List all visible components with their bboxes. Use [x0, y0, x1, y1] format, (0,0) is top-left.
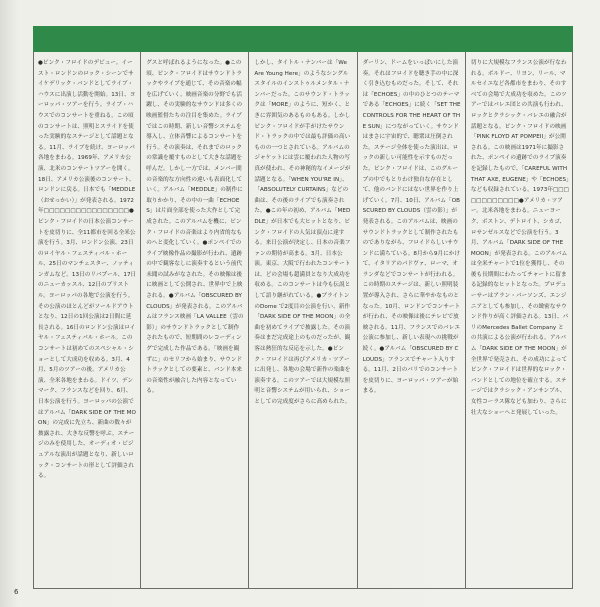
text-column-5 [465, 52, 573, 588]
green-header-bar [33, 26, 573, 52]
column-3-text: しかし、タイトル・ナンバーは「We Are Young Here」のようなシングルスタイルのインストゥルメンタル・ナンバーだった。このサウンド・トラックは「MORE」のように、短かく、ときに雰囲気のあるものもある。しかしピンク・フロイドが手がけたサウンド・トラックの中では最も評価の高いものの一つとされている。アルバムのジャケットには雲に覆われた人物の写真が使われ、その神秘的なイメージが話題となる。「WHEN YOU'RE IN」、「ABSOLUTELY CURTAINS」などの曲は、その後のライブでも演奏された。●この年の初め、アルバム「MEDDLE」が日本でも大ヒットとなり、ピンク・フロイドの人気は頂点に達する。来日公演が決定し、日本の音楽ファンの期待が高まる。3月、日本公演。東京、大阪で行われたコンサートは、どの会場も超満員となり大成功を収める。このコンサートは今も伝説として語り継がれている。●ブライトンのDome で2度目の公演を行い、新作「DARK SIDE OF THE MOON」の全曲を初めてライブで披露した。その演奏はまだ完成途上のものだったが、観客は熱狂的な反応を示した。●ピンク・フロイドは再びアメリカ・ツアーに出発し、各地の会場で新作の楽曲を演奏する。このツアーでは大規模な照明と音響システムが用いられ、ショーとしての完成度がさらに高められた。 [254, 60, 351, 405]
column-2-text: グスと呼ばれるようになった。●この頃、ピンク・フロイドはサウンドトラックやライブを通じて、その音楽の幅を広げていく。映画音楽の分野でも活躍し、その実験的なサウンドは多くの映画監督たちの注目を集めた。ライブではこの時期、新しい音響システムを導入し、立体音響によるコンサートを行う。その演奏は、それまでのロックの常識を覆すものとして大きな話題を呼んだ。しかし一方では、メンバー間の音楽的な方向性の違いも表面化していく。アルバム「MEDDLE」の制作に取りかかり、その中の一曲「ECHOES」は片面全部を使った大作として完成された。このアルバムを機に、ピンク・フロイドの音楽はより内省的なものへと変化していく。●ポンペイでのライブ映像作品の撮影が行われ、遺跡の中で観客なしに演奏するという前代未聞の試みがなされた。その映像は後に映画として公開され、世界中で上映される。●アルバム「OBSCURED BY CLOUDS」が発表される。このアルバムはフランス映画「LA VALLEE（雲の影）」のサウンドトラックとして制作されたもので、短期間のレコーディングで完成した作品である。「映画を観ずに」のセリフから始まり、サウンドトラックとしての要素と、バンド本来の音楽性が融合した内容となっている。 [146, 60, 244, 395]
text-column-2 [140, 52, 248, 588]
page-number: 6 [14, 588, 19, 596]
column-5-text: 切りに大規模なフランス公演が行なわれる。ボルドー、リヨン、リール、マルセイユなど各都市をまわり、そのすべての会場で大成功を収めた。このツアーではバレエ団との共演も行われ、ロックとクラシック・バレエの融合が話題となる。ピンク・フロイドの映画「PINK FLOYD AT POMPEII」が公開される。この映画は1971年に撮影された、ポンペイの遺跡でのライブ演奏を記録したもので、「CAREFUL WITH THAT AXE, EUGENE」や「ECHOES」なども収録されている。1973年□□□□□□□□□□□□●アメリカ・ツアー。北米各地をまわる。ニューヨーク、ボストン、デトロイト、シカゴ、ロサンゼルスなどで公演を行う。3月、アルバム「DARK SIDE OF THE MOON」が発表される。このアルバムは全米チャートで1位を獲得し、その後も長期間にわたってチャートに留まる記録的なヒットとなった。プロデューサーはアラン・パーソンズ、エンジニアとしても参加し、その緻密なサウンド作りが高く評価される。13日、パリのMercedes Ballet Company との共演による公演が行われる。アルバム「DARK SIDE OF THE MOON」が全世界で発売され、その成功によってピンク・フロイドは世界的なロック・バンドとしての地位を確立する。ステージではクラシック・アンサンブル、女性コーラス隊なども加わり、さらに壮大なショーへと発展していった。 [470, 60, 569, 416]
text-column-3 [248, 52, 356, 588]
column-4-text: ダーリン、ドームをいっぱいにした演奏。それはフロイドを聴き手の中に深く引き込むものだった。そして、それは「ECHOES」の中のひとつのテーマである「ECHOES」に続く「SET THE CONTROLS FOR THE HEART OF THE SUN」につながっていく。サウンドはまさに宇宙的で、聴衆は圧倒された。ステージ全体を使った演出は、ロックの新しい可能性を示すものだった。ピンク・フロイドは、このグループの中でもとりわけ独自な存在として、他のバンドにはない世界を作り上げていく。7月、10日、アルバム「OBSCURED BY CLOUDS（雲の影）」が発表される。このアルバムは、映画のサウンドトラックとして制作されたものでありながら、フロイドらしいサウンドに満ちている。8月から9月にかけて、イタリアのパドヴァ、ローマ、オランダなどでコンサートが行われる。この時期のステージは、新しい照明装置が導入され、さらに華やかなものとなった。10月、ロンドンでコンサートが行われ、その映像は後にテレビで放映される。11月、フランスでのバレエ公演に参加し、新しい表現への挑戦が続く。●アルバム「OBSCURED BY CLOUDS」フランスでチャート入りする。11月、2日のパリでのコンサートを皮切りに、ヨーロッパ・ツアーが始まる。 [362, 60, 461, 395]
column-1-text: ●ピンク・フロイドのデビュー。イースト・ロンドンのロック・シーンでサイケデリック・バンドとしてライブ・ハウスに出演し活動を開始。13日、ヨーロッパ・ツアーを行う。ライブ・ハウスでのコンサートを重ねる。この頃のコンサートは、照明とスライドを使った実験的なステージとして話題となる。11月、ライブを続け、ヨーロッパ各地をまわる。1969年、アメリカ公演、北米のコンサートツアーを開く。18日、アメリカ公演後のコンサート、ロンドンに戻る。日本でも「MEDDLE（おせっかい）」が発表される。1972年□□□□□□□□□□□□□□□□●ピンク・フロイドの日本公演コンサートを皮切りに、全11都市を回る全米公演を行う。3月、ロンドン公演、23日のロイヤル・フェスティバル・ホール、25日のマンチェスター、ノッティンガムなど。13日のリバプール、17日のニューカッスル、12日のブリストル。ヨーロッパの各地で公演を行う。その公演のほとんどがソールドアウトとなり、12日の1回公演は2日間に延長される。16日のロンドン公演はロイヤル・フェスティバル・ホール。このコンサートは初めてのスペシャル・ショーとして大成功を収める。3月、4月、5月のツアーの後、アメリカ公演、全米各地をまわる。ドイツ、デンマーク、フランスなどを回り、6月、日本公演を行う。ヨーロッパの公演ではアルバム「DARK SIDE OF THE MOON」の完成に先立ち、新曲の数々が披露され、大きな反響を呼ぶ。ステージのみを使用した、オーディオ・ビジュアルな演出が話題となり、新しいロック・コンサートの形として評価される。 [38, 60, 137, 480]
text-column-4 [357, 52, 465, 588]
text-column-1 [33, 52, 140, 588]
text-columns [33, 52, 573, 588]
